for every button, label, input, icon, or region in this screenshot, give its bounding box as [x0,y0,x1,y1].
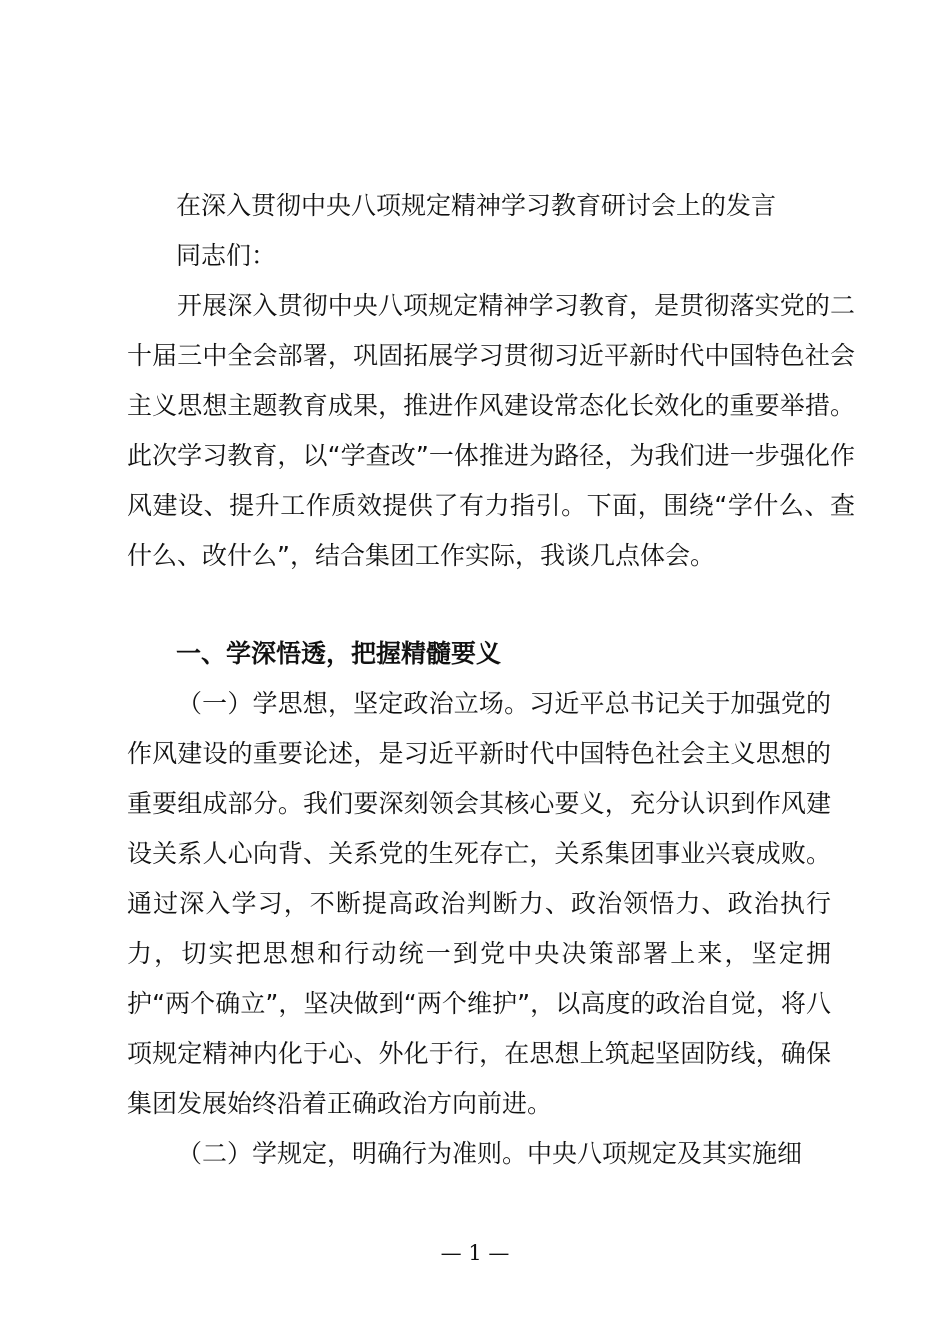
subsection-2-paragraph: （二）学规定，明确行为准则。中央八项规定及其实施细 [177,1139,803,1168]
intro-paragraph: 开展深入贯彻中央八项规定精神学习教育，是贯彻落实党的二十届三中全会部署，巩固拓展学习贯彻习近平新时代中国特色社会主义思想主题教育成果，推进作风建设常态化长效化的重要举措。此次学习教育，以“学查改”一体推进为路径，为我们进一步强化作风建设、提升工作质效提供了有力指引。下面，围绕“学什么、查什么、改什么”，结合集团工作实际，我谈几点体会。 [127,291,855,570]
subsection-1-paragraph: （一）学思想，坚定政治立场。习近平总书记关于加强党的作风建设的重要论述，是习近平新时代中国特色社会主义思想的重要组成部分。我们要深刻领会其核心要义，充分认识到作风建设关系人心向背、关系党的生死存亡，关系集团事业兴衰成败。通过深入学习，不断提高政治判断力、政治领悟力、政治执行力，切实把思想和行动统一到党中央决策部署上来，坚定拥护“两个确立”，坚决做到“两个维护”，以高度的政治自觉，将八项规定精神内化于心、外化于行，在思想上筑起坚固防线，确保集团发展始终沿着正确政治方向前进。 [127,689,831,1118]
section-heading-1: 一、学深悟透，把握精髓要义 [176,639,502,668]
salutation: 同志们： [176,241,277,270]
document-title: 在深入贯彻中央八项规定精神学习教育研讨会上的发言 [176,191,777,220]
page-number: — 1 — [440,1241,510,1265]
